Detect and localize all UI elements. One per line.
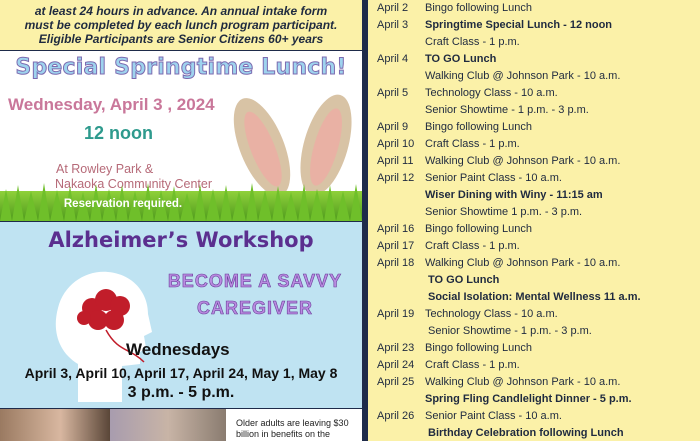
schedule-date: April 19 [377, 308, 415, 320]
schedule-date: April 16 [377, 223, 415, 235]
schedule-row [377, 51, 496, 68]
schedule-event: Social Isolation: Mental Wellness 11 a.m. [428, 291, 641, 303]
schedule-event: Technology Class - 10 a.m. [425, 87, 558, 99]
schedule-event: Bingo following Lunch [425, 342, 533, 354]
schedule-row [377, 17, 612, 34]
schedule-event: Senior Paint Class - 10 a.m. [425, 410, 562, 422]
notice-line-3: Eligible Participants are Senior Citizens 60+ years [38, 32, 324, 46]
schedule-date: April 10 [377, 138, 415, 150]
benefits-text [236, 418, 349, 440]
schedule-event: Bingo following Lunch [425, 2, 533, 14]
schedule-row [377, 238, 520, 255]
senior-photo-1 [0, 409, 110, 441]
schedule-event: Birthday Celebration following Lunch [428, 427, 624, 439]
schedule-date: April 25 [377, 376, 415, 388]
schedule-date: April 24 [377, 359, 415, 371]
schedule-date: April 5 [377, 87, 409, 99]
schedule-date: April 23 [377, 342, 415, 354]
schedule-date: April 4 [377, 53, 409, 65]
schedule-event: Senior Showtime - 1 p.m. - 3 p.m. [425, 104, 589, 116]
schedule-event: Senior Showtime 1 p.m. - 3 p.m. [425, 206, 583, 218]
schedule-date: April 9 [377, 121, 409, 133]
schedule-event: Walking Club @ Johnson Park - 10 a.m. [425, 70, 621, 82]
schedule-row [377, 85, 558, 102]
workshop-day: Wednesdays [126, 340, 230, 359]
schedule-row [377, 255, 620, 272]
schedule-row [377, 136, 520, 153]
springtime-lunch-time: 12 noon [84, 123, 154, 143]
senior-photo-2 [110, 409, 226, 441]
notice-line-1: at least 24 hours in advance. An annual intake form [34, 4, 328, 18]
alzheimers-workshop-title: Alzheimer’s Workshop [48, 228, 314, 252]
schedule-date: April 2 [377, 2, 409, 14]
schedule-event: Craft Class - 1 p.m. [425, 138, 520, 150]
schedule-row [377, 272, 499, 289]
schedule-event: Walking Club @ Johnson Park - 10 a.m. [425, 257, 621, 269]
schedule-row [377, 340, 532, 357]
schedule-row [377, 119, 532, 136]
workshop-dates: April 3, April 10, April 17, April 24, May 1, May 8 [24, 365, 338, 381]
schedule-event: Springtime Special Lunch - 12 noon [425, 19, 613, 31]
schedule-date: April 17 [377, 240, 415, 252]
benefits-panel [0, 409, 362, 441]
schedule-row [377, 0, 532, 17]
alzheimers-workshop-panel [0, 222, 362, 408]
schedule-row [377, 204, 582, 221]
caregiver-headline [152, 268, 358, 322]
caregiver-line-1: BECOME A SAVVY [167, 271, 343, 291]
schedule-row [377, 68, 620, 85]
schedule-row [377, 425, 624, 441]
schedule-event: TO GO Lunch [425, 53, 497, 65]
schedule-row [377, 153, 620, 170]
lunch-program-notice [0, 0, 362, 50]
schedule-row [377, 289, 641, 306]
springtime-lunch-panel [0, 51, 362, 221]
springtime-lunch-date: Wednesday, April 3 , 2024 [8, 95, 215, 114]
schedule-row [377, 102, 589, 119]
benefits-text-box [226, 409, 362, 441]
schedule-event: Walking Club @ Johnson Park - 10 a.m. [425, 155, 621, 167]
schedule-event: Bingo following Lunch [425, 223, 533, 235]
schedule-date: April 26 [377, 410, 415, 422]
schedule-event: Spring Fling Candlelight Dinner - 5 p.m. [425, 393, 632, 405]
schedule-event: Walking Club @ Johnson Park - 10 a.m. [425, 376, 621, 388]
benefits-line-2: billion in benefits on the [236, 429, 331, 439]
schedule-row [377, 408, 562, 425]
location-line-2: Nakaoka Community Center [55, 177, 213, 191]
schedule-event: Technology Class - 10 a.m. [425, 308, 558, 320]
schedule-row [377, 391, 632, 408]
workshop-time: 3 p.m. - 5 p.m. [127, 384, 235, 401]
schedule-date: April 12 [377, 172, 415, 184]
benefits-line-1: Older adults are leaving $30 [236, 418, 349, 428]
schedule-event: TO GO Lunch [428, 274, 500, 286]
schedule-event: Craft Class - 1 p.m. [425, 359, 520, 371]
schedule-event: Wiser Dining with Winy - 11:15 am [425, 189, 603, 201]
schedule-row [377, 306, 558, 323]
schedule-row [377, 357, 520, 374]
schedule-row [377, 374, 620, 391]
schedule-date: April 3 [377, 19, 409, 31]
schedule-event: Bingo following Lunch [425, 121, 533, 133]
april-schedule [368, 0, 700, 441]
schedule-event: Senior Paint Class - 10 a.m. [425, 172, 562, 184]
schedule-row [377, 34, 520, 51]
schedule-row [377, 170, 562, 187]
schedule-row [377, 187, 603, 204]
schedule-date: April 18 [377, 257, 415, 269]
schedule-event: Craft Class - 1 p.m. [425, 36, 520, 48]
schedule-row [377, 221, 532, 238]
springtime-lunch-title: Special Springtime Lunch! [15, 55, 347, 80]
reservation-note: Reservation required. [63, 198, 183, 210]
caregiver-line-2: CAREGIVER [196, 298, 313, 318]
location-line-1: At Rowley Park & [56, 162, 154, 176]
schedule-date: April 11 [377, 155, 414, 167]
schedule-event: Senior Showtime - 1 p.m. - 3 p.m. [428, 325, 592, 337]
schedule-event: Craft Class - 1 p.m. [425, 240, 520, 252]
notice-line-2: must be completed by each lunch program participant. [24, 18, 338, 32]
schedule-row [377, 323, 592, 340]
